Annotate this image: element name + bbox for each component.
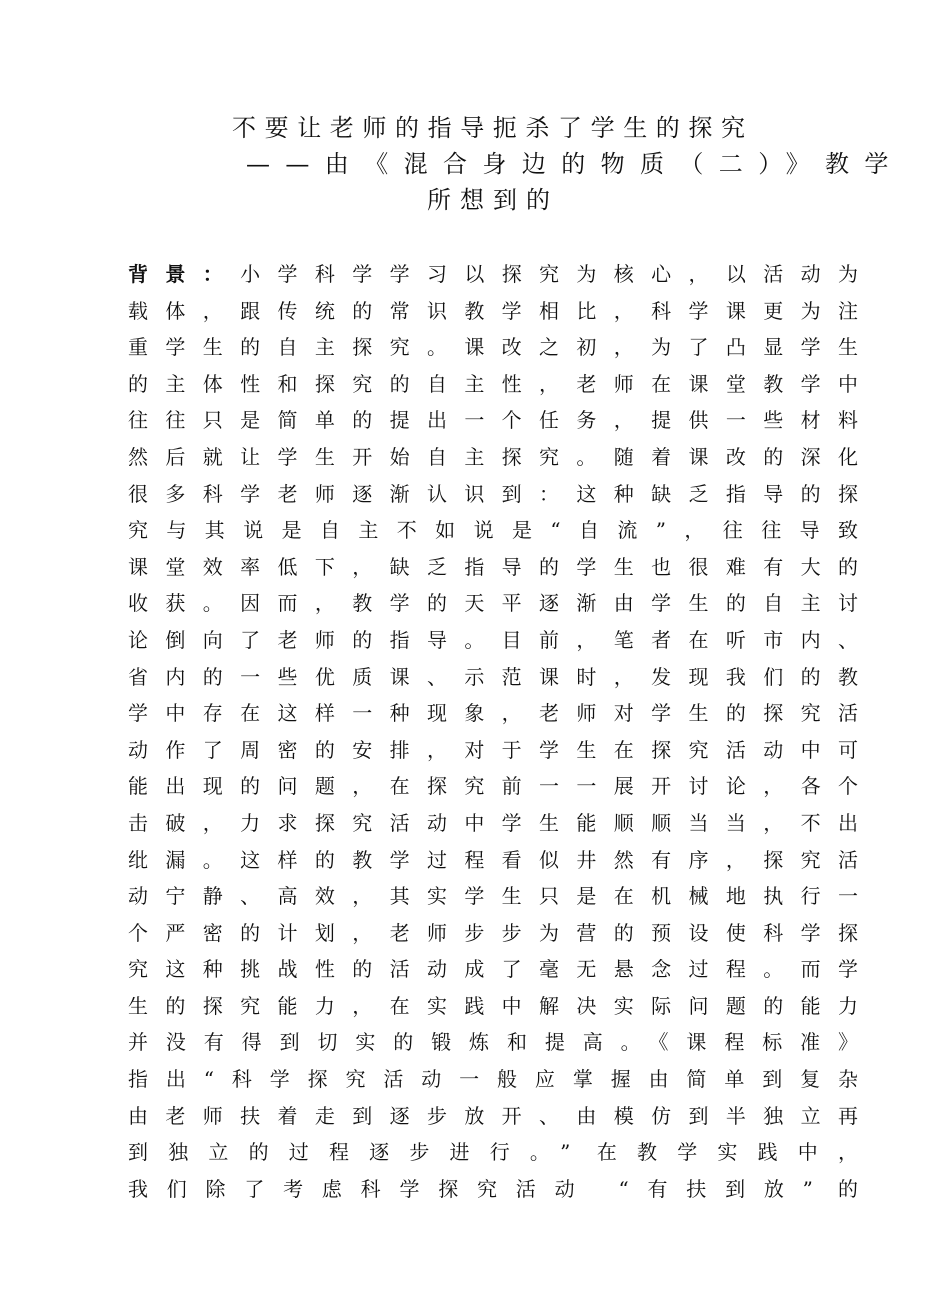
body-line: 动作了周密的安排，对于学生在探究活动中可 [128,737,858,762]
title-line-3: 所想到的 [427,186,559,214]
body-line: 很多科学老师逐渐认识到：这种缺乏指导的探 [128,481,858,506]
body-line: 重学生的自主探究。课改之初，为了凸显学生 [128,335,858,360]
body-line: 课堂效率低下，缺乏指导的学生也很难有大的 [128,554,858,579]
background-label: 背景： [128,262,241,286]
body-line: 收获。因而，教学的天平逐渐由学生的自主讨 [128,591,858,616]
body-line: 击破，力求探究活动中学生能顺顺当当，不出 [128,810,858,835]
body-line: 我们除了考虑科学探究活动 “有扶到放” 的 [128,1176,858,1201]
body-line: 论倒向了老师的指导。目前，笔者在听市内、 [128,627,858,652]
body-line: 学中存在这样一种现象，老师对学生的探究活 [128,701,858,726]
body-line: 指出“科学探究活动一般应掌握由简单到复杂 [128,1067,858,1092]
body-line: 到独立的过程逐步进行。” 在教学实践中， [128,1140,858,1165]
body-line: 省内的一些优质课、示范课时，发现我们的教 [128,664,858,689]
title-line-2: ——由《混合身边的物质（二）》教学 [246,150,904,178]
body-line: 个严密的计划，老师步步为营的预设使科学探 [128,920,858,945]
body-line: 然后就让学生开始自主探究。随着课改的深化 [128,444,858,469]
body-line: 生的探究能力，在实践中解决实际问题的能力 [128,993,858,1018]
body-line: 纰漏。这样的教学过程看似井然有序，探究活 [128,847,858,872]
body-line: 载体，跟传统的常识教学相比，科学课更为注 [128,298,858,323]
body-paragraph [128,256,858,1207]
body-line: 并没有得到切实的锻炼和提高。《课程标准》 [128,1030,858,1055]
title-line-1: 不要让老师的指导扼杀了学生的探究 [232,114,754,142]
body-line: 由老师扶着走到逐步放开、由模仿到半独立再 [128,1103,858,1128]
body-line: 能出现的问题，在探究前一一展开讨论，各个 [128,774,858,799]
body-line: 究这种挑战性的活动成了毫无悬念过程。而学 [128,957,858,982]
body-line: 究与其说是自主不如说是“自流”，往往导致 [128,518,858,543]
body-line-text: 小学科学学习以探究为核心，以活动为 [240,262,859,286]
body-line: 的主体性和探究的自主性，老师在课堂教学中 [128,371,858,396]
body-line: 动宁静、高效，其实学生只是在机械地执行一 [128,884,858,909]
body-line-0 [128,256,858,293]
body-line: 往往只是简单的提出一个任务，提供一些材料 [128,408,858,433]
